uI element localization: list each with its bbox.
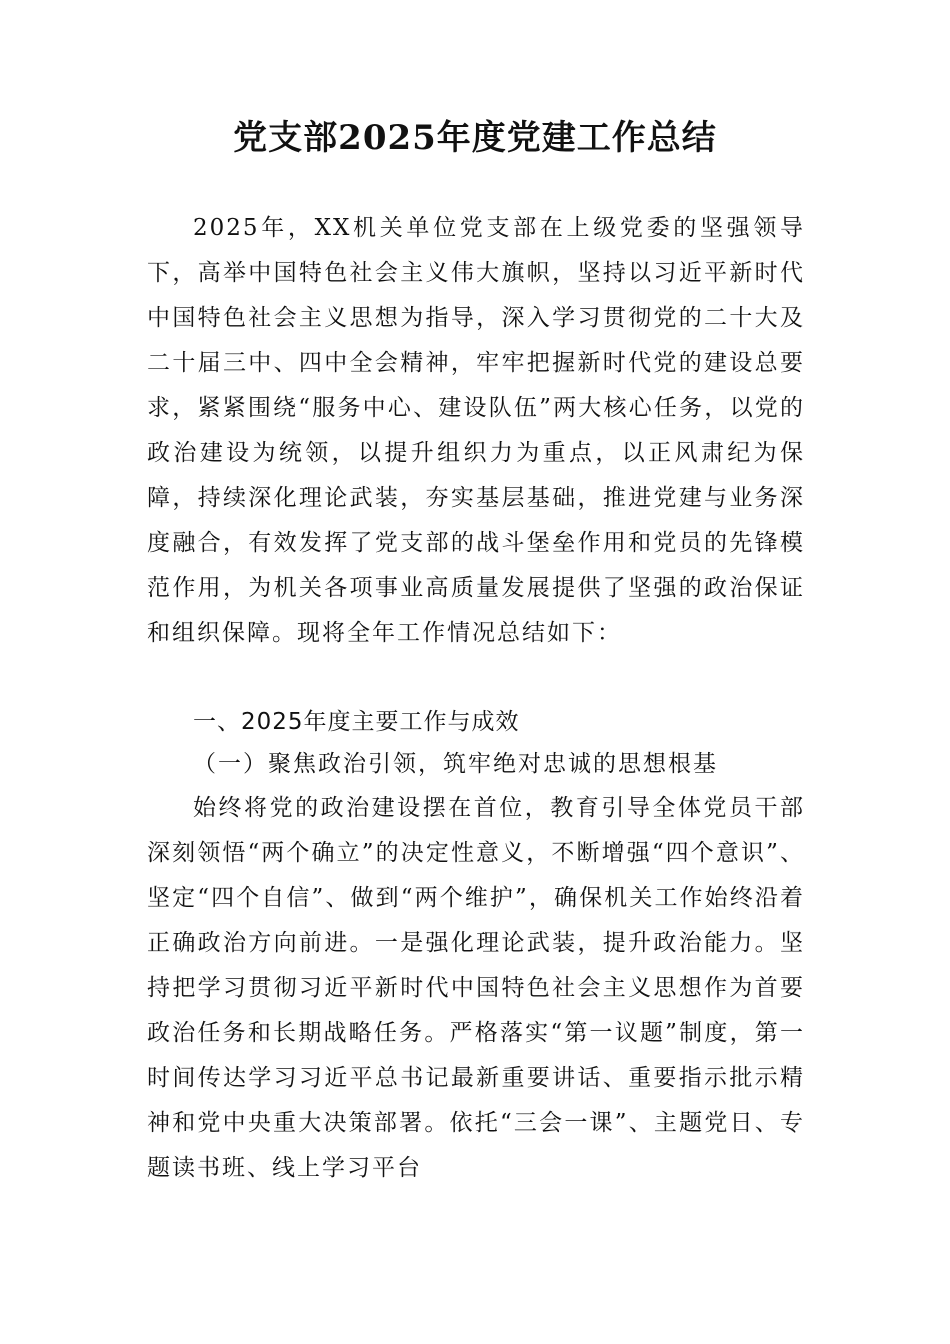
intro-paragraph: 2025年，XX机关单位党支部在上级党委的坚强领导下，高举中国特色社会主义伟大旗帜，坚持以习近平新时代中国特色社会主义思想为指导，深入学习贯彻党的二十大及二十届三中、四中全会精神，牢牢把握新时代党的建设总要求，紧紧围绕“服务中心、建设队伍”两大核心任务，以党的政治建设为统领，以提升组织力为重点，以正风肃纪为保障，持续深化理论武装，夯实基层基础，推进党建与业务深度融合，有效发挥了党支部的战斗堡垒作用和党员的先锋模范作用，为机关各项事业高质量发展提供了坚强的政治保证和组织保障。现将全年工作情况总结如下： [147, 215, 805, 646]
section-heading: 一、2025年度主要工作与成效 [193, 709, 520, 735]
document-title: 党支部2025年度党建工作总结 [233, 118, 717, 158]
subsection-paragraph: 始终将党的政治建设摆在首位，教育引导全体党员干部深刻领悟“两个确立”的决定性意义，不断增强“四个意识”、坚定“四个自信”、做到“两个维护”，确保机关工作始终沿着正确政治方向前进。一是强化理论武装，提升政治能力。坚持把学习贯彻习近平新时代中国特色社会主义思想作为首要政治任务和长期战略任务。严格落实“第一议题”制度，第一时间传达学习习近平总书记最新重要讲话、重要指示批示精神和党中央重大决策部署。依托“三会一课”、主题党日、专题读书班、线上学习平台 [147, 795, 805, 1181]
subsection-heading: （一）聚焦政治引领，筑牢绝对忠诚的思想根基 [193, 751, 718, 777]
